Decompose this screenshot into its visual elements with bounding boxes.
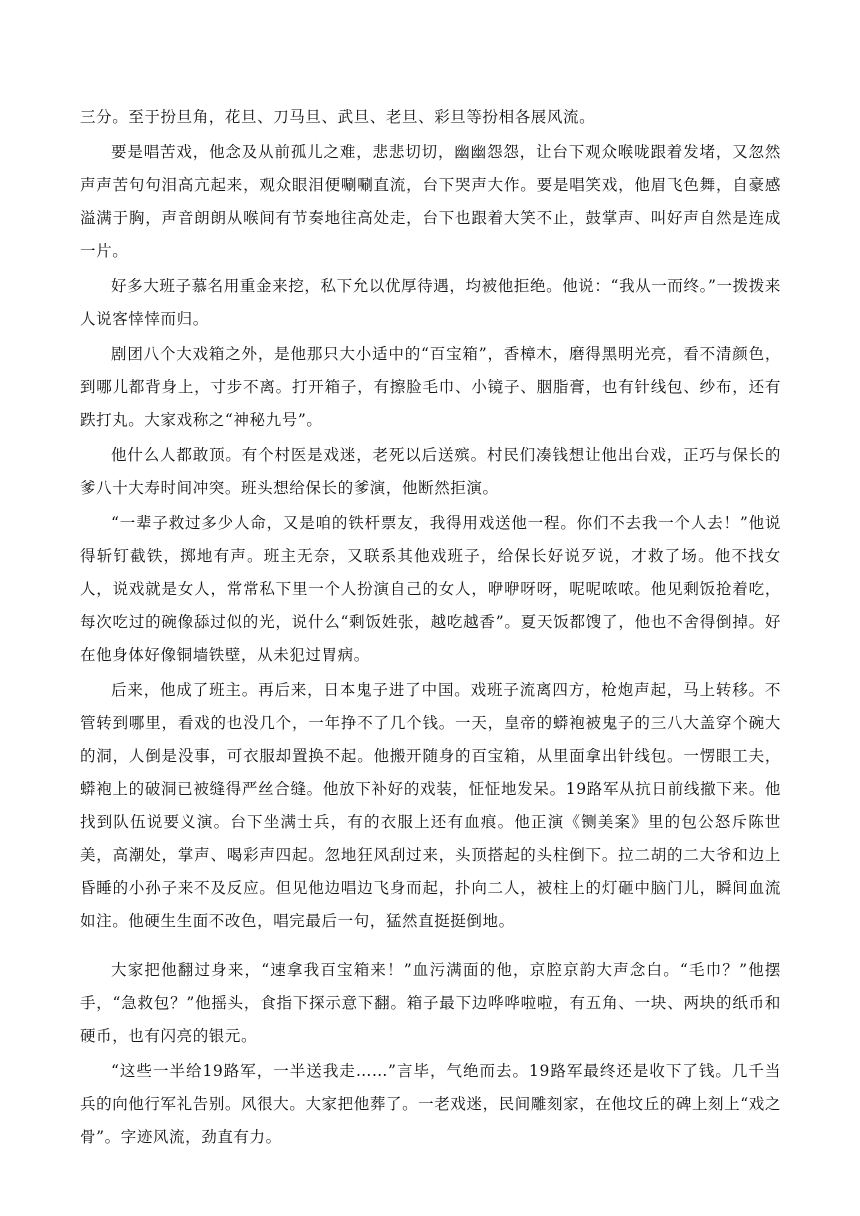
paragraph-9: “这些一半给19路军，一半送我走……”言毕，气绝而去。19路军最终还是收下了钱。几千当兵的向他行军礼告别。风很大。大家把他葬了。一老戏迷，民间雕刻家，在他坟丘的碑上刻上“戏之骨”。字迹风流，劲直有力。 bbox=[80, 1062, 781, 1146]
paragraph-8: 大家把他翻过身来，“速拿我百宝箱来！”血污满面的他，京腔京韵大声念白。“毛巾？”他摆手，“急救包？”他摇头，食指下探示意下翻。箱子最下边哗哗啦啦，有五角、一块、两块的纸币和硬币，也有闪亮的银元。 bbox=[80, 961, 781, 1045]
paragraph-7: 后来，他成了班主。再后来，日本鬼子进了中国。戏班子流离四方，枪炮声起，马上转移。不管转到哪里，看戏的也没几个，一年挣不了几个钱。一天，皇帝的蟒袍被鬼子的三八大盖穿个碗大的洞，人倒是没事，可衣服却置换不起。他搬开随身的百宝箱，从里面拿出针线包。一愣眼工夫，蟒袍上的破洞已被缝得严丝合缝。他放下补好的戏装，怔怔地发呆。19路军从抗日前线撤下来。他找到队伍说要义演。台下坐满士兵，有的衣服上还有血痕。他正演《铡美案》里的包公怒斥陈世美，高潮处，掌声、喝彩声四起。忽地狂风刮过来，头顶搭起的头柱倒下。拉二胡的二大爷和边上昏睡的小孙子来不及反应。但见他边唱边飞身而起，扑向二人，被柱上的灯砸中脑门儿，瞬间血流如注。他硬生生面不改色，唱完最后一句，猛然直挺挺倒地。 bbox=[80, 681, 781, 930]
story-text-body bbox=[80, 101, 781, 1156]
paragraph-5: 他什么人都敢顶。有个村医是戏迷，老死以后送殡。村民们凑钱想让他出台戏，正巧与保长的爹八十大寿时间冲突。班头想给保长的爹演，他断然拒演。 bbox=[80, 446, 781, 497]
paragraph-spacer bbox=[80, 940, 781, 954]
paragraph-3: 好多大班子慕名用重金来挖，私下允以优厚待遇，均被他拒绝。他说：“我从一而终。”一拨拨来人说客悻悻而归。 bbox=[80, 277, 781, 328]
paragraph-6: “一辈子救过多少人命，又是咱的铁杆票友，我得用戏送他一程。你们不去我一个人去！”他说得斩钉截铁，掷地有声。班主无奈，又联系其他戏班子，给保长好说歹说，才救了场。他不找女人，说戏就是女人，常常私下里一个人扮演自己的女人，咿咿呀呀，呢呢哝哝。他见剩饭抢着吃，每次吃过的碗像舔过似的光，说什么“剩饭姓张，越吃越香”。夏天饭都馊了，他也不舍得倒掉。好在他身体好像铜墙铁壁，从未犯过胃病。 bbox=[80, 514, 781, 664]
paragraph-2: 要是唱苦戏，他念及从前孤儿之难，悲悲切切，幽幽怨怨，让台下观众喉咙跟着发堵，又忽然声声苦句句泪高亢起来，观众眼泪便唰唰直流，台下哭声大作。要是唱笑戏，他眉飞色舞，自豪感溢满于胸，声音朗朗从喉间有节奏地往高处走，台下也跟着大笑不止，鼓掌声、叫好声自然是连成一片。 bbox=[80, 143, 781, 260]
paragraph-4: 剧团八个大戏箱之外，是他那只大小适中的“百宝箱”，香樟木，磨得黑明光亮，看不清颜色，到哪儿都背身上，寸步不离。打开箱子，有擦脸毛巾、小镜子、胭脂膏，也有针线包、纱布，还有跌打丸。大家戏称之“神秘九号”。 bbox=[80, 345, 781, 429]
paragraph-1: 三分。至于扮旦角，花旦、刀马旦、武旦、老旦、彩旦等扮相各展风流。 bbox=[80, 108, 596, 126]
